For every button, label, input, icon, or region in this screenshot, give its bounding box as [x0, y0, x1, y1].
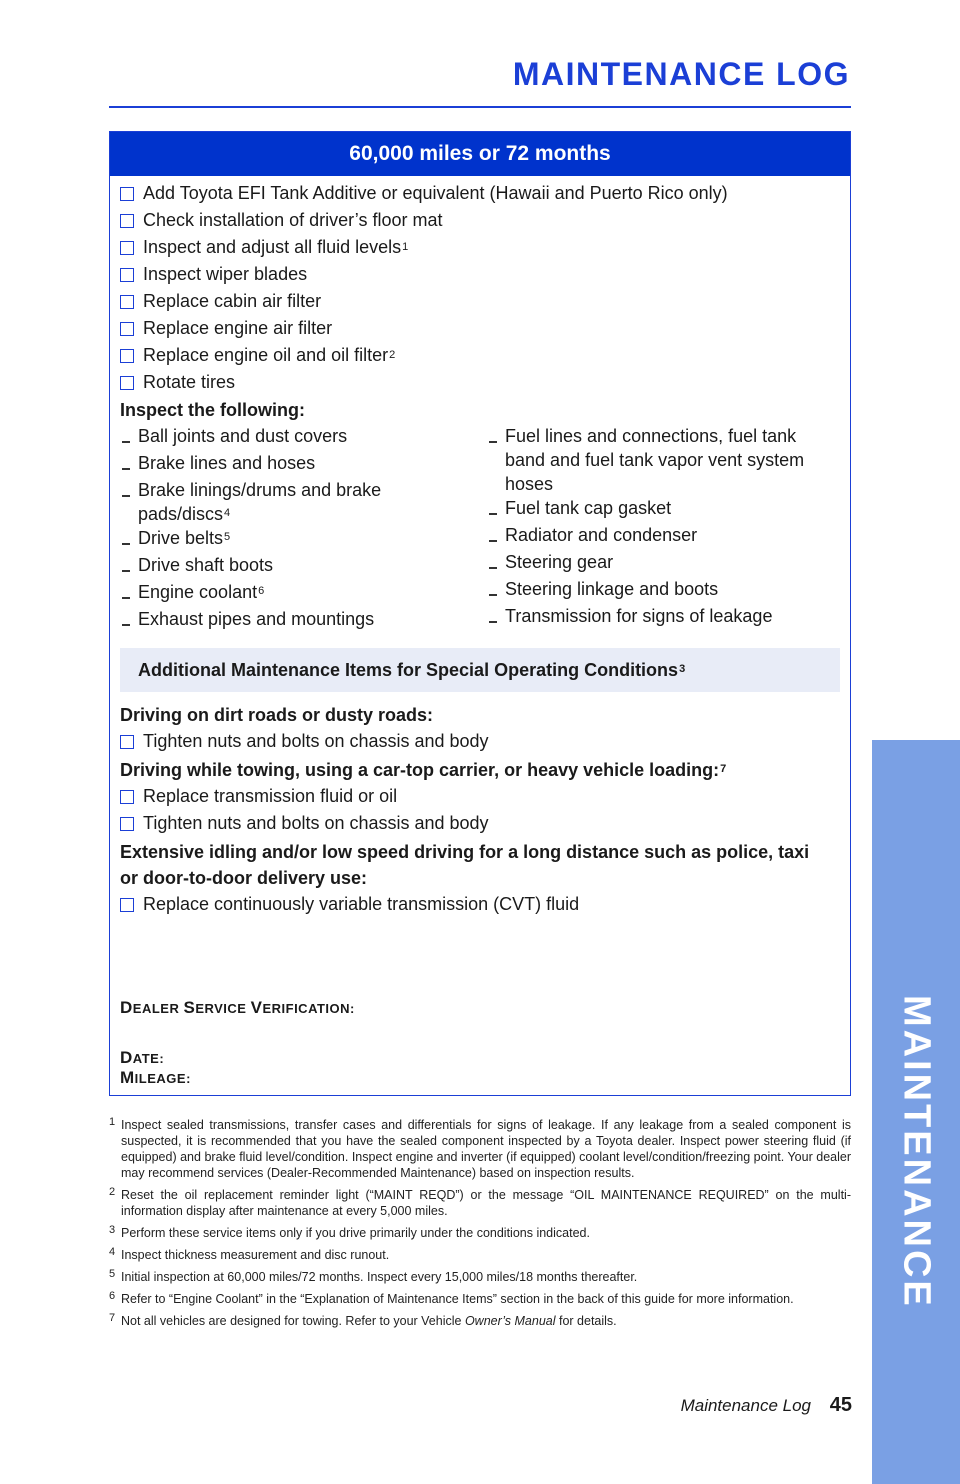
checklist-item-label: Replace transmission fluid or oil — [143, 786, 398, 806]
footnote — [109, 1247, 851, 1263]
dealer-verification — [120, 998, 840, 1088]
checkbox-icon[interactable] — [120, 322, 134, 336]
footnote-ref: 2 — [389, 348, 396, 361]
cond2-items — [120, 783, 840, 837]
footnote-number: 1 — [109, 1116, 116, 1128]
footnote-text: Refer to “Engine Coolant” in the “Explanation of Maintenance Items” section in the back of this guide for more information. — [121, 1292, 794, 1306]
inspect-item-label: Exhaust pipes and mountings — [138, 609, 375, 629]
footnotes — [109, 1117, 851, 1335]
checklist-item — [120, 180, 840, 207]
inspect-right-column — [473, 424, 840, 634]
footnote — [109, 1313, 851, 1329]
title-rule — [109, 106, 851, 108]
checklist — [120, 180, 840, 396]
checkbox-icon[interactable] — [120, 817, 134, 831]
inspect-item — [487, 496, 840, 523]
inspect-item-label: Drive belts$^5$ — [138, 528, 231, 548]
inspect-item — [487, 424, 840, 496]
footnote-text: Perform these service items only if you drive primarily under the conditions indicated. — [121, 1226, 590, 1240]
footnote-ref: 5 — [224, 531, 231, 543]
page-title: MAINTENANCE LOG — [512, 56, 850, 92]
footnote-number: 2 — [109, 1186, 116, 1198]
inspect-item — [120, 478, 473, 526]
checkbox-icon[interactable] — [120, 376, 134, 390]
blank-line-icon — [487, 604, 505, 631]
checkbox-icon[interactable] — [120, 295, 134, 309]
footnote-ref: 1 — [402, 240, 409, 253]
inspect-item-label: Fuel tank cap gasket — [505, 498, 672, 518]
inspect-item — [120, 424, 473, 451]
checkbox-icon[interactable] — [120, 268, 134, 282]
checklist-item — [120, 728, 840, 755]
inspect-item — [487, 604, 840, 631]
checklist-item-label: Add Toyota EFI Tank Additive or equivalent (Hawaii and Puerto Rico only) — [143, 183, 728, 203]
blank-line-icon — [120, 424, 138, 451]
footnote — [109, 1225, 851, 1241]
special-conditions-bar — [120, 648, 840, 692]
footnote — [109, 1269, 851, 1285]
inspect-columns — [120, 424, 840, 634]
date-label: DATE: — [120, 1048, 165, 1067]
checkbox-icon[interactable] — [120, 214, 134, 228]
checklist-item — [120, 207, 840, 234]
inspect-item-label: Steering gear — [505, 552, 614, 572]
maintenance-box — [109, 131, 851, 1096]
inspect-left-column — [120, 424, 473, 634]
inspect-item — [487, 523, 840, 550]
checklist-item — [120, 315, 840, 342]
blank-line-icon — [487, 523, 505, 550]
special-sup: 3 — [679, 663, 686, 675]
inspect-item — [120, 553, 473, 580]
footnote-ref: 4 — [224, 507, 231, 519]
blank-line-icon — [120, 607, 138, 634]
checklist-item-label: Replace cabin air filter — [143, 291, 322, 311]
blank-line-icon — [120, 451, 138, 478]
checklist-item — [120, 891, 840, 918]
cond1-title: Driving on dirt roads or dusty roads: — [120, 705, 434, 725]
side-tab — [872, 740, 960, 1484]
checklist-item-label: Inspect and adjust all fluid levels — [143, 237, 402, 257]
box-header: 60,000 miles or 72 months — [110, 132, 850, 176]
blank-line-icon — [487, 424, 505, 496]
footnote-ref: 6 — [258, 585, 265, 597]
checklist-item-label: Replace engine air filter — [143, 318, 333, 338]
inspect-item-label: Transmission for signs of leakage — [505, 606, 773, 626]
inspect-item — [120, 451, 473, 478]
inspect-item-label: Steering linkage and boots — [505, 579, 719, 599]
checklist-item — [120, 234, 840, 261]
inspect-item-label: Engine coolant$^6$ — [138, 582, 265, 602]
inspect-item-label: Radiator and condenser — [505, 525, 698, 545]
checklist-item — [120, 261, 840, 288]
inspect-item-label: Drive shaft boots — [138, 555, 274, 575]
checkbox-icon[interactable] — [120, 790, 134, 804]
checklist-item — [120, 810, 840, 837]
footnote-number: 6 — [109, 1290, 116, 1302]
inspect-item — [487, 550, 840, 577]
inspect-item-label: Ball joints and dust covers — [138, 426, 348, 446]
cond3-items — [120, 891, 840, 918]
footnote — [109, 1117, 851, 1181]
checkbox-icon[interactable] — [120, 349, 134, 363]
footer-section: Maintenance Log — [680, 1396, 812, 1415]
checkbox-icon[interactable] — [120, 187, 134, 201]
blank-line-icon — [120, 526, 138, 553]
blank-line-icon — [120, 553, 138, 580]
blank-line-icon — [120, 580, 138, 607]
footnote-number: 5 — [109, 1268, 116, 1280]
checkbox-icon[interactable] — [120, 898, 134, 912]
checklist-item — [120, 342, 840, 369]
checklist-item-label: Rotate tires — [143, 372, 236, 392]
footnote-text: Initial inspection at 60,000 miles/72 months. Inspect every 15,000 miles/18 months thereafter. — [121, 1270, 638, 1284]
checklist-item-label: Replace engine oil and oil filter — [143, 345, 389, 365]
checklist-item — [120, 288, 840, 315]
footnote-text: Inspect thickness measurement and disc runout. — [121, 1248, 390, 1262]
checklist-item — [120, 369, 840, 396]
page-footer — [681, 1394, 852, 1417]
cond1-items — [120, 728, 840, 755]
inspect-item — [120, 526, 473, 553]
footnote-number: 7 — [109, 1312, 116, 1324]
checklist-item-label: Replace continuously variable transmission (CVT) fluid — [143, 894, 580, 914]
special-heading: Additional Maintenance Items for Special Operating Conditions — [138, 660, 679, 680]
footnote-text: Reset the oil replacement reminder light (“MAINT REQD”) or the message “OIL MAINTENANCE REQUIRED” on the multi-information display after maintenance at every 5,000 miles. — [121, 1188, 851, 1218]
footnote-text: Inspect sealed transmissions, transfer cases and differentials for signs of leakage. If any leakage from a sealed component is suspected, it is recommended that you have the sealed component inspected by a Toyota dealer. Inspect power steering fluid (if equipped) and brake fluid level/condition. Inspect engine and inverter (if equipped) coolant level/condition/freezing point. Your dealer may recommend services (Dealer-Recommended Maintenance) based on inspection results. — [121, 1118, 851, 1180]
footnote — [109, 1187, 851, 1219]
inspect-item — [120, 607, 473, 634]
dealer-label: DEALER SERVICE VERIFICATION: — [120, 998, 355, 1017]
inspect-item — [487, 577, 840, 604]
mileage-label: MILEAGE: — [120, 1068, 191, 1087]
box-body — [110, 176, 850, 1088]
checkbox-icon[interactable] — [120, 735, 134, 749]
checkbox-icon[interactable] — [120, 241, 134, 255]
blank-line-icon — [487, 550, 505, 577]
inspect-item-label: Brake linings/drums and brake pads/discs$^4$ — [138, 480, 382, 524]
footnote-number: 4 — [109, 1246, 116, 1258]
blank-line-icon — [120, 478, 138, 526]
checklist-item-label: Check installation of driver’s floor mat — [143, 210, 443, 230]
checklist-item-label: Tighten nuts and bolts on chassis and body — [143, 731, 489, 751]
inspect-item-label: Brake lines and hoses — [138, 453, 316, 473]
checklist-item-label: Inspect wiper blades — [143, 264, 308, 284]
inspect-item — [120, 580, 473, 607]
blank-line-icon — [487, 496, 505, 523]
checklist-item — [120, 783, 840, 810]
footnote-text: Not all vehicles are designed for towing. Refer to your Vehicle Owner’s Manual for details. — [121, 1314, 617, 1328]
footnote — [109, 1291, 851, 1307]
inspect-heading: Inspect the following: — [120, 400, 305, 420]
cond2-title: Driving while towing, using a car-top carrier, or heavy vehicle loading:$^7$ — [120, 760, 727, 780]
page-number: 45 — [829, 1394, 852, 1416]
footnote-number: 3 — [109, 1224, 116, 1236]
checklist-item-label: Tighten nuts and bolts on chassis and body — [143, 813, 489, 833]
inspect-item-label: Fuel lines and connections, fuel tank band and fuel tank vapor vent system hoses — [505, 426, 805, 494]
blank-line-icon — [487, 577, 505, 604]
side-tab-label: MAINTENANCE — [895, 995, 938, 1309]
cond3-title: Extensive idling and/or low speed driving for a long distance such as police, taxi or door-to-door delivery use: — [120, 842, 810, 888]
